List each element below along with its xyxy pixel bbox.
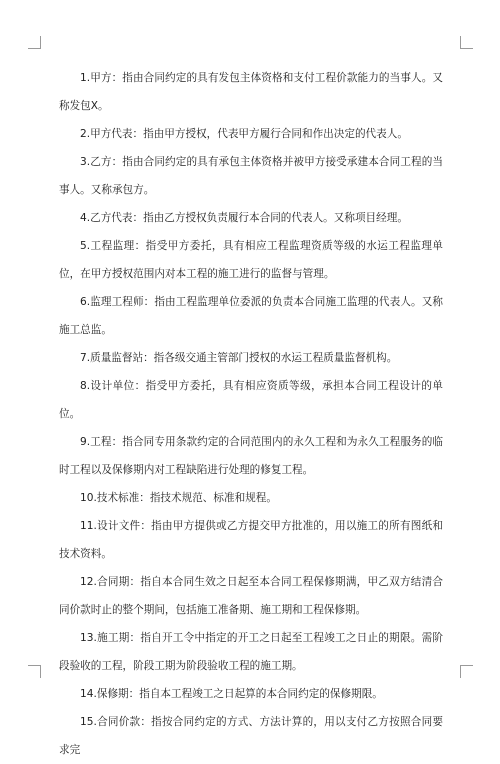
definition-item-4: 4.乙方代表：指由乙方授权负责履行本合同的代表人。又称项目经理。 [80, 212, 408, 224]
definition-item-1: 1.甲方：指由合同约定的具有发包主体资格和支付工程价款能力的当事人。又称发包X。 [59, 72, 443, 112]
definition-item-15: 15.合同价款：指按合同约定的方式、方法计算的，用以支付乙方按照合同要求完 [59, 716, 443, 756]
definition-item-12: 12.合同期：指自本合同生效之日起至本合同工程保修期满，甲乙双方结清合同价款时止的整个期间，包括施工准备期、施工期和工程保修期。 [59, 576, 443, 616]
crop-mark-top-left [28, 36, 41, 49]
definition-item-6: 6.监理工程师：指由工程监理单位委派的负责本合同施工监理的代表人。又称施工总监。 [59, 296, 443, 336]
crop-mark-bottom-left [28, 665, 41, 678]
definition-item-7: 7.质量监督站：指各级交通主管部门授权的水运工程质量监督机构。 [80, 352, 398, 364]
definition-item-2: 2.甲方代表：指由甲方授权，代表甲方履行合同和作出决定的代表人。 [80, 128, 408, 140]
definition-item-9: 9.工程：指合同专用条款约定的合同范围内的永久工程和为永久工程服务的临时工程以及保修期内对工程缺陷进行处理的修复工程。 [59, 436, 443, 476]
definition-item-3: 3.乙方：指由合同约定的具有承包主体资格并被甲方接受承建本合同工程的当事人。又称承包方。 [59, 156, 443, 196]
definition-item-10: 10.技术标准：指技术规范、标准和规程。 [80, 492, 277, 504]
crop-mark-top-right [460, 36, 473, 49]
definition-item-8: 8.设计单位：指受甲方委托，具有相应资质等级，承担本合同工程设计的单位。 [59, 380, 443, 420]
definition-item-11: 11.设计文件：指由甲方提供或乙方提交甲方批准的，用以施工的所有图纸和技术资料。 [59, 520, 443, 560]
document-body [59, 64, 443, 764]
crop-mark-bottom-right [460, 665, 473, 678]
definition-item-14: 14.保修期：指自本工程竣工之日起算的本合同约定的保修期限。 [80, 688, 383, 700]
definition-item-13: 13.施工期：指自开工令中指定的开工之日起至工程竣工之日止的期限。需阶段验收的工程，阶段工期为阶段验收工程的施工期。 [59, 632, 443, 672]
definition-item-5: 5.工程监理：指受甲方委托，具有相应工程监理资质等级的水运工程监理单位，在甲方授权范围内对本工程的施工进行的监督与管理。 [59, 240, 443, 280]
